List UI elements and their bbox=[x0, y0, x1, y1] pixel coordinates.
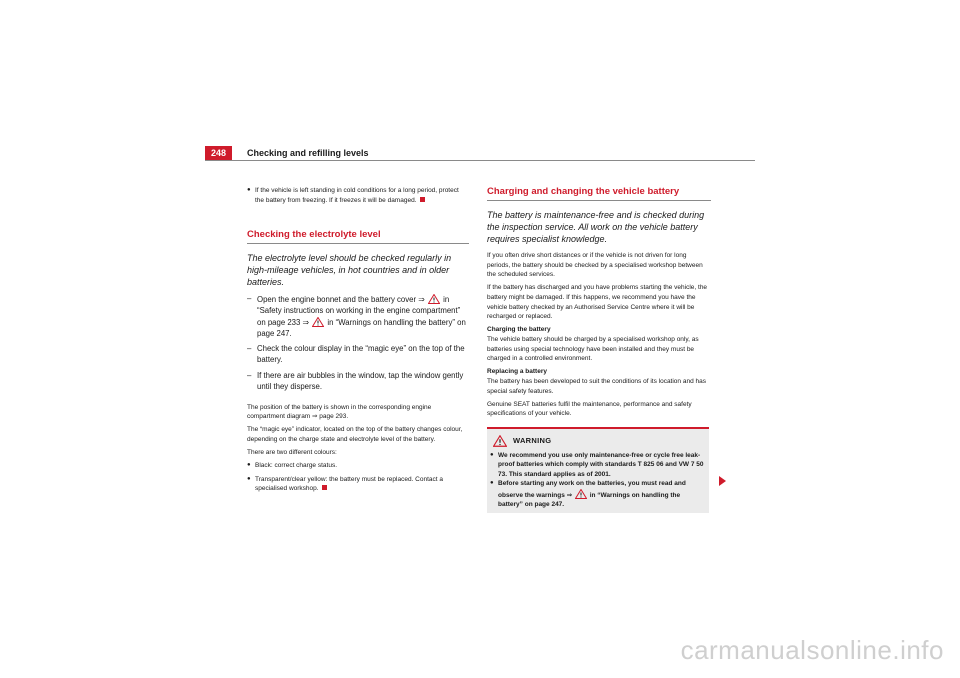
warning-body bbox=[487, 451, 709, 513]
warning-bullet-standards: ● We recommend you use only maintenance-free or cycle free leak-proof batteries which comply with standards T 825 06 and VW 7 50 73. This standard applies as of 2001. bbox=[490, 451, 706, 479]
warning-triangle-icon bbox=[493, 435, 507, 447]
battery-position-text: The position of the battery is shown in the corresponding engine compartment diagram ⇒ page 293. bbox=[247, 403, 432, 421]
short-distance-text: If you often drive short distances or if the vehicle is not driven for long periods, the battery should be checked by a specialised workshop between the scheduled services. bbox=[487, 252, 703, 279]
left-column bbox=[247, 186, 469, 494]
section-title-charging: Charging and changing the vehicle battery bbox=[487, 186, 711, 201]
right-column bbox=[487, 186, 711, 513]
chapter-title: Checking and refilling levels bbox=[247, 148, 369, 158]
warning-triangle-icon bbox=[312, 317, 324, 327]
section-lead-electrolyte: The electrolyte level should be checked regularly in high-mileage vehicles, in hot countries and in older batteries. bbox=[247, 253, 452, 288]
page-number bbox=[205, 146, 232, 160]
section-title-electrolyte: Checking the electrolyte level bbox=[247, 229, 469, 244]
discharged-text: If the battery has discharged and you have problems starting the vehicle, the battery might be damaged. If this happens, we recommend you have the vehicle battery checked by an Authorised Service Centre where it will be recharged or replaced. bbox=[487, 284, 708, 321]
warning-triangle-icon bbox=[575, 489, 587, 499]
step-check-colour: – Check the colour display in the “magic eye” on the top of the battery. bbox=[247, 344, 469, 366]
warning-label: WARNING bbox=[513, 436, 552, 446]
colour-yellow-bullet: ● Transparent/clear yellow: the battery must be replaced. Contact a specialised workshop. bbox=[247, 475, 469, 494]
replacing-heading: Replacing a battery bbox=[487, 368, 547, 376]
warning-triangle-icon bbox=[428, 294, 440, 304]
replacing-text: The battery has been developed to suit the conditions of its location and has special safety features. bbox=[487, 377, 706, 395]
charging-heading: Charging the battery bbox=[487, 326, 551, 334]
intro-bullet: ● If the vehicle is left standing in cold conditions for a long period, protect the battery from freezing. If it freezes it will be damaged. bbox=[247, 186, 469, 205]
section-end-mark bbox=[420, 197, 425, 202]
section-end-mark bbox=[322, 485, 327, 490]
page-number-text: 248 bbox=[210, 148, 227, 158]
charging-text: The vehicle battery should be charged by a specialised workshop only, as batteries using special technology have been installed and they must be charged in a controlled environment. bbox=[487, 335, 699, 363]
two-colours-text: There are two different colours: bbox=[247, 449, 337, 457]
step-tap-window: – If there are air bubbles in the window, tap the window gently until they disperse. bbox=[247, 371, 469, 393]
magic-eye-text: The “magic eye” indicator, located on the top of the battery changes colour, depending on the charge state and electrolyte level of the battery. bbox=[247, 426, 463, 443]
warning-box bbox=[487, 427, 709, 513]
header-rule bbox=[205, 160, 755, 161]
warning-header bbox=[487, 427, 709, 451]
watermark: carmanualsonline.info bbox=[680, 635, 944, 665]
section-lead-charging: The battery is maintenance-free and is checked during the inspection service. All work on the vehicle battery requires specialist knowledge. bbox=[487, 210, 705, 244]
next-page-arrow-icon bbox=[719, 476, 726, 486]
warning-bullet-read: ● Before starting any work on the batteries, you must read and observe the warnings ⇒ in “Warnings on handling the battery” on page 247. bbox=[490, 479, 706, 509]
step-open-bonnet: – Open the engine bonnet and the battery cover ⇒ in “Safety instructions on working in the engine compartment” on page 233 ⇒ in “Warnings on handling the battery” on page 247. bbox=[247, 294, 469, 339]
genuine-seat-text: Genuine SEAT batteries fulfil the maintenance, performance and safety specifications of your vehicle. bbox=[487, 400, 692, 418]
colour-black-bullet: ● Black: correct charge status. bbox=[247, 461, 469, 471]
